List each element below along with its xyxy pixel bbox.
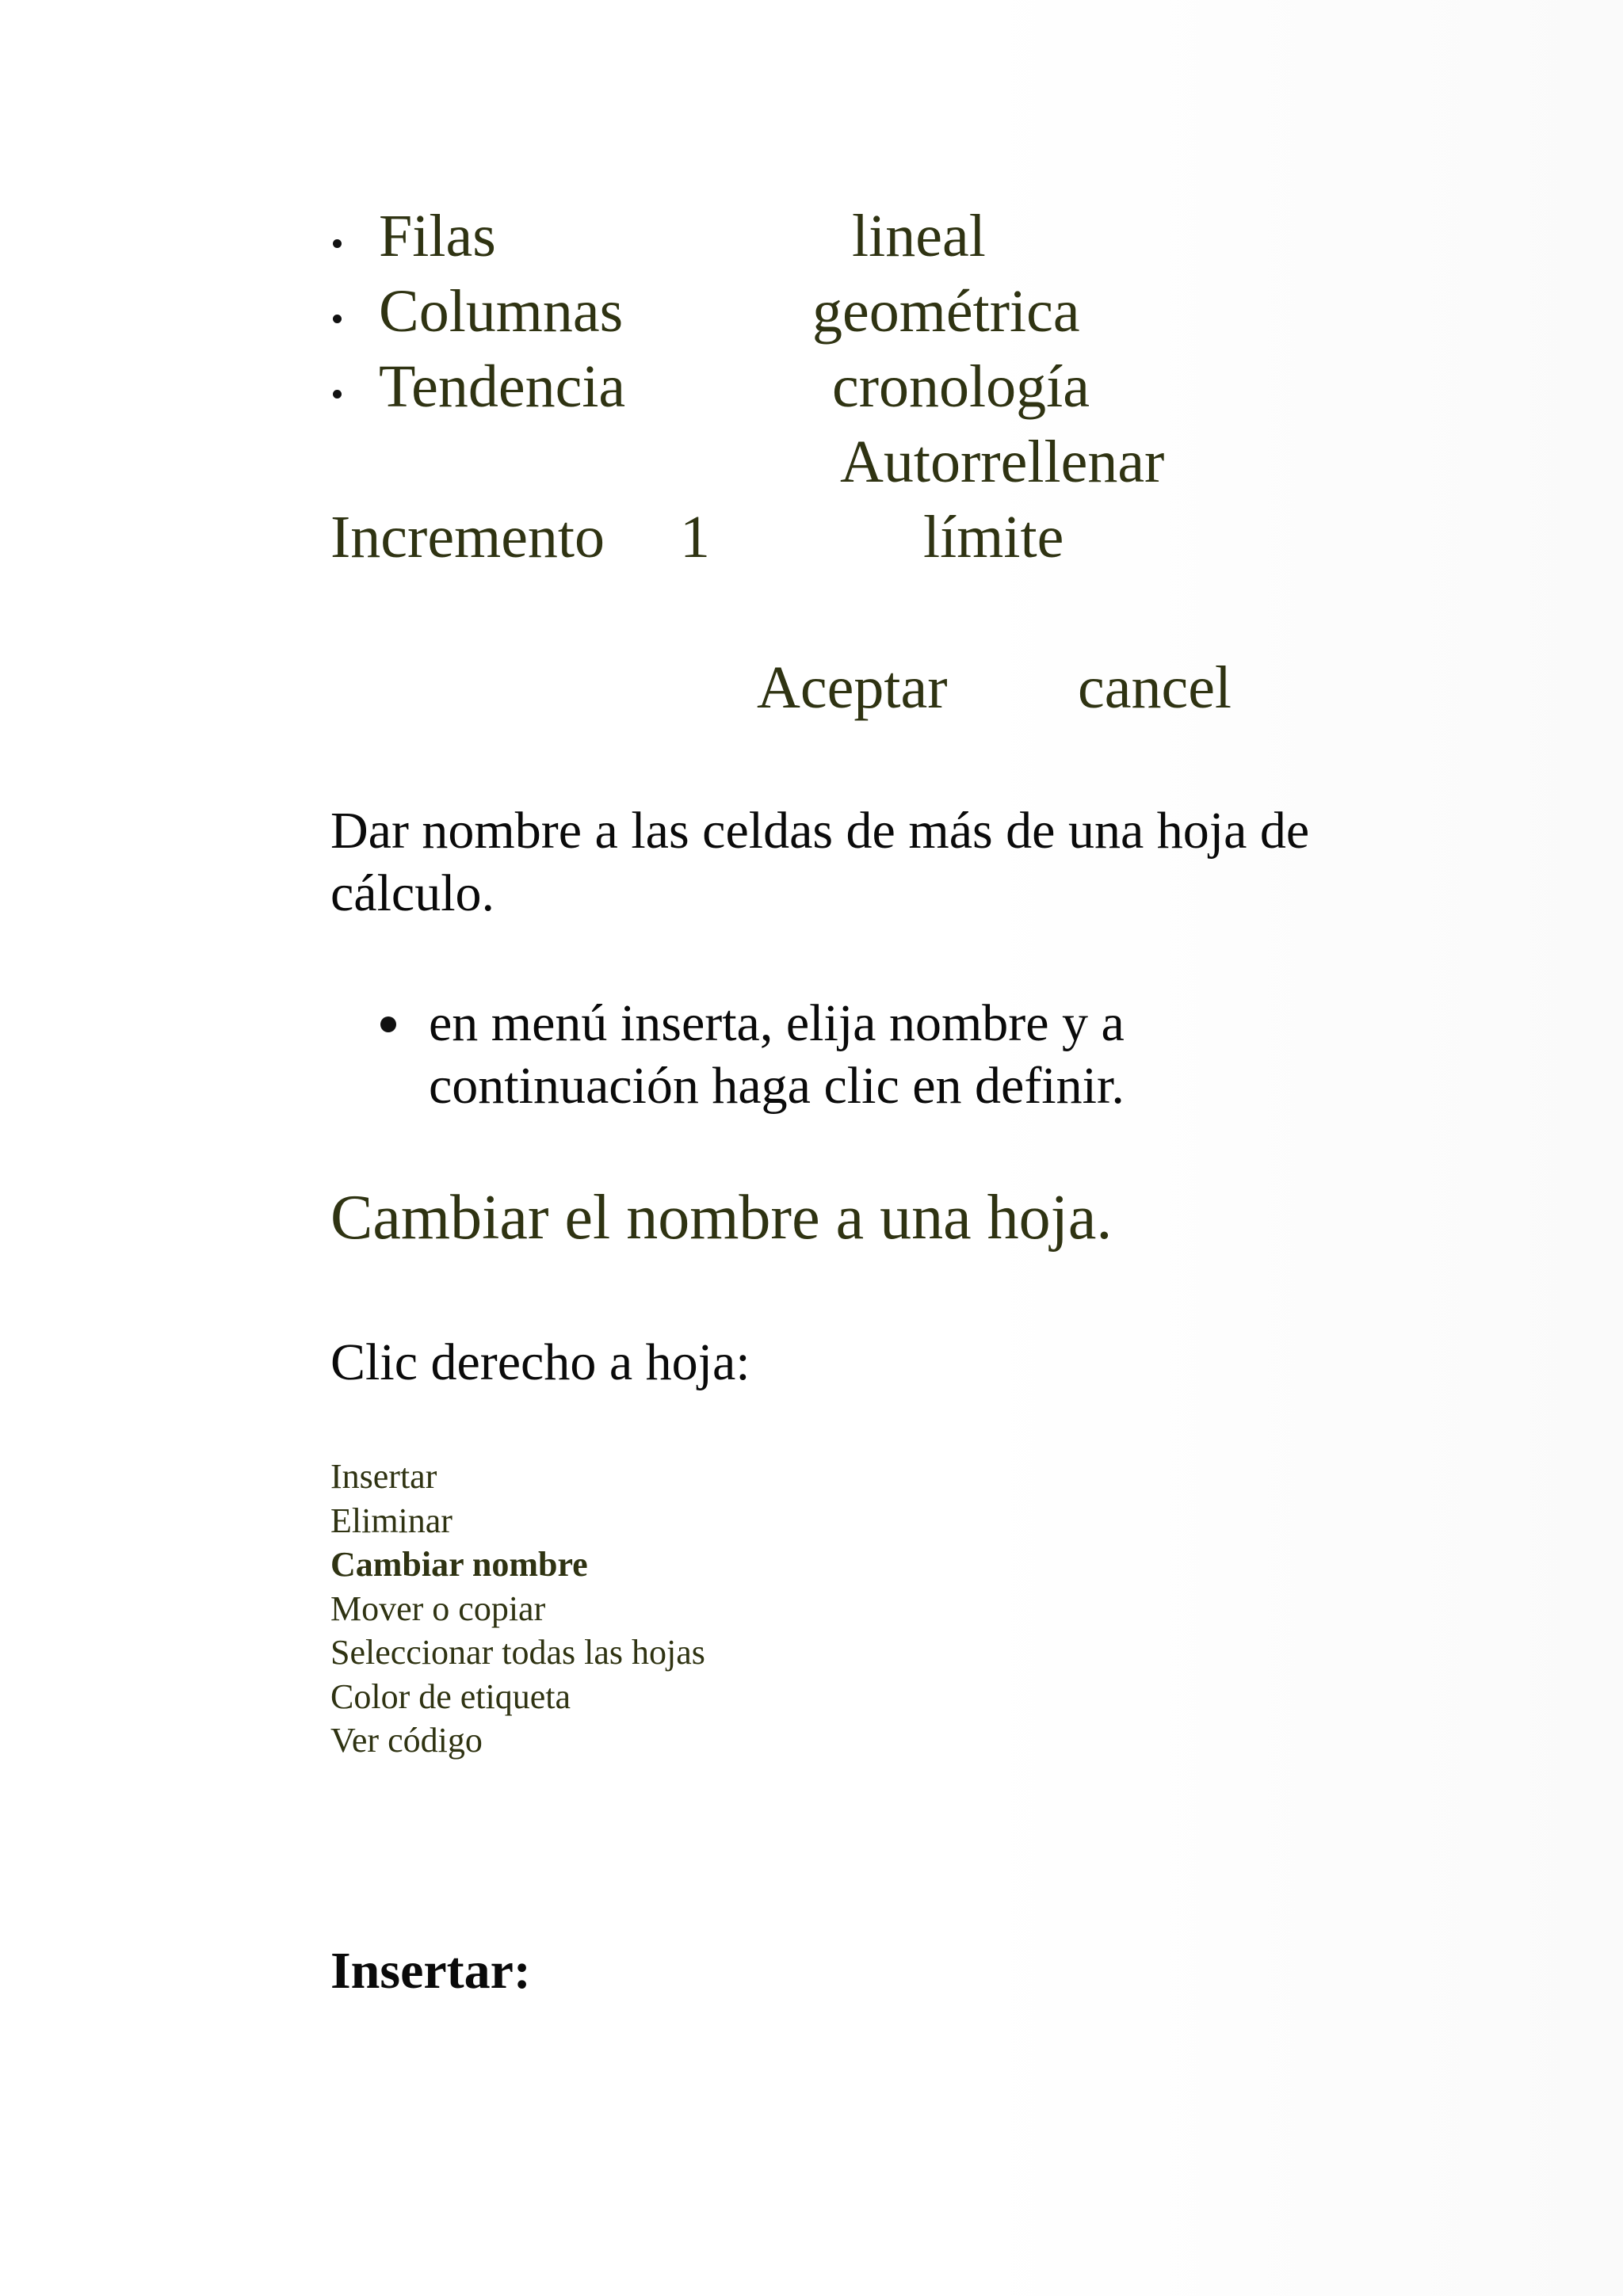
menu-item-eliminar: Eliminar (330, 1501, 453, 1540)
limit-label: límite (923, 504, 1064, 570)
paragraph-names-continued: cálculo. (330, 864, 495, 922)
option-cronologia: cronología (832, 353, 1090, 420)
option-geometrica: geométrica (812, 278, 1080, 345)
bullet-define-line2: continuación haga clic en definir. (429, 1057, 1125, 1115)
right-click-label: Clic derecho a hoja: (330, 1333, 750, 1391)
menu-item-insertar: Insertar (330, 1457, 437, 1496)
option-columnas: Columnas (379, 278, 624, 345)
context-menu-list (330, 1455, 885, 1763)
cancel-label: cancel (1078, 654, 1232, 721)
bullet-icon (333, 315, 342, 323)
accept-label: Aceptar (757, 654, 948, 721)
paragraph-names: Dar nombre a las celdas de más de una hoja de (330, 802, 1310, 860)
option-autorrellenar: Autorrellenar (840, 429, 1165, 495)
option-filas: Filas (379, 203, 496, 269)
heading-insert: Insertar: (330, 1942, 531, 2000)
menu-item-mover-copiar: Mover o copiar (330, 1589, 546, 1628)
menu-item-ver-codigo: Ver código (330, 1721, 483, 1760)
bullet-icon (380, 1016, 396, 1032)
heading-rename: Cambiar el nombre a una hoja. (330, 1183, 1113, 1253)
bullet-icon (333, 390, 342, 399)
option-tendencia: Tendencia (379, 353, 626, 420)
option-lineal: lineal (852, 203, 986, 269)
bullet-define-line1: en menú inserta, elija nombre y a (429, 994, 1125, 1052)
menu-item-seleccionar-todas: Seleccionar todas las hojas (330, 1633, 705, 1672)
menu-item-cambiar-nombre: Cambiar nombre (330, 1545, 588, 1584)
increment-label: Incremento (330, 504, 605, 570)
increment-value: 1 (680, 504, 710, 570)
menu-item-color-etiqueta: Color de etiqueta (330, 1676, 571, 1716)
bullet-icon (333, 239, 342, 248)
